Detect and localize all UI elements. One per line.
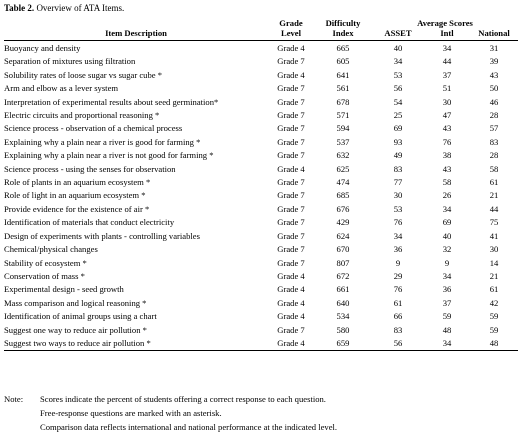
table-row (4, 136, 518, 149)
header-difficulty-bottom: Index (332, 28, 354, 38)
table-notes (4, 392, 337, 434)
cell-national: 42 (489, 297, 499, 308)
cell-description: Interpretation of experimental results about seed germination* (4, 96, 219, 107)
caption-text: Overview of ATA Items. (36, 3, 125, 13)
note-line-1 (4, 392, 337, 406)
cell-description: Provide evidence for the existence of air * (4, 203, 150, 214)
cell-national: 59 (489, 324, 499, 335)
cell-intl: 48 (442, 324, 452, 335)
header-intl: Intl (440, 28, 454, 38)
cell-description: Suggest two ways to reduce air pollution * (4, 337, 268, 351)
cell-intl: 69 (442, 217, 452, 228)
cell-national: 58 (489, 163, 499, 174)
table-body (4, 42, 518, 351)
cell-intl: 26 (442, 190, 452, 201)
cell-national: 61 (489, 177, 499, 188)
cell-difficulty: 624 (336, 230, 350, 241)
cell-difficulty: 672 (336, 270, 350, 281)
table-row (4, 243, 518, 256)
cell-intl: 37 (442, 69, 452, 80)
note-line-2: Free-response questions are marked with an asterisk. (40, 408, 222, 418)
cell-description: Electric circuits and proportional reasoning * (4, 110, 160, 121)
cell-grade: Grade 7 (277, 136, 305, 147)
cell-intl: 40 (442, 230, 452, 241)
cell-grade: Grade 4 (277, 163, 305, 174)
cell-intl: 34 (442, 43, 452, 53)
cell-description: Science process - observation of a chemical process (4, 123, 183, 134)
cell-national: 50 (489, 83, 499, 94)
table-row (4, 297, 518, 310)
header-asset: ASSET (384, 28, 412, 38)
cell-difficulty: 665 (336, 43, 350, 53)
cell-intl: 43 (442, 163, 452, 174)
header-grade-top: Grade (279, 18, 303, 28)
cell-intl: 34 (442, 203, 452, 214)
cell-grade: Grade 7 (277, 150, 305, 161)
cell-national: 31 (489, 43, 499, 53)
cell-difficulty: 670 (336, 244, 350, 255)
cell-difficulty: 429 (336, 217, 350, 228)
cell-grade: Grade 4 (277, 284, 305, 295)
cell-asset: 34 (393, 56, 403, 67)
cell-description: Explaining why a plain near a river is good for farming * (4, 136, 201, 147)
cell-national: 43 (489, 69, 499, 80)
header-national: National (478, 28, 510, 38)
cell-intl: 34 (442, 270, 452, 281)
cell-asset: 83 (393, 324, 403, 335)
cell-national: 28 (489, 110, 499, 121)
cell-asset: 49 (393, 150, 403, 161)
table-row (4, 230, 518, 243)
cell-asset: 76 (393, 284, 403, 295)
note-line-3: Comparison data reflects international and national performance at the indicated level. (40, 422, 338, 432)
header-grade-bottom: Level (280, 28, 302, 38)
caption-label: Table 2. (4, 3, 35, 13)
cell-difficulty: 678 (336, 96, 350, 107)
cell-intl: 38 (442, 150, 452, 161)
table-row (4, 324, 518, 337)
cell-grade: Grade 4 (277, 43, 305, 53)
cell-grade: Grade 7 (277, 217, 305, 228)
cell-grade: Grade 7 (277, 177, 305, 188)
cell-description: Stability of ecosystem * (4, 257, 87, 268)
cell-intl: 59 (442, 311, 452, 322)
cell-asset: 56 (372, 337, 424, 351)
cell-description: Suggest one way to reduce air pollution * (4, 324, 147, 335)
cell-national: 39 (489, 56, 499, 67)
cell-description: Role of light in an aquarium ecosystem * (4, 190, 146, 201)
note-text-1: Scores indicate the percent of students offering a correct response to each question. (40, 394, 326, 404)
cell-asset: 76 (393, 217, 403, 228)
table-caption (4, 3, 124, 13)
cell-grade: Grade 7 (277, 230, 305, 241)
table-row (4, 203, 518, 216)
cell-description: Buoyancy and density (4, 43, 81, 53)
cell-grade: Grade 7 (277, 244, 305, 255)
cell-asset: 25 (393, 110, 403, 121)
cell-difficulty: 605 (336, 56, 350, 67)
cell-description: Science process - using the senses for observation (4, 163, 176, 174)
cell-difficulty: 640 (336, 297, 350, 308)
cell-intl: 43 (442, 123, 452, 134)
cell-description: Design of experiments with plants - controlling variables (4, 230, 200, 241)
cell-national: 21 (489, 270, 499, 281)
cell-grade: Grade 7 (277, 56, 305, 67)
cell-national: 14 (489, 257, 499, 268)
cell-grade: Grade 7 (277, 190, 305, 201)
cell-intl: 36 (442, 284, 452, 295)
cell-intl: 76 (442, 136, 452, 147)
cell-description: Separation of mixtures using filtration (4, 56, 136, 67)
table-row (4, 82, 518, 95)
table-row (4, 216, 518, 229)
cell-national: 83 (489, 136, 499, 147)
cell-intl: 34 (424, 337, 470, 351)
cell-asset: 69 (393, 123, 403, 134)
cell-asset: 93 (393, 136, 403, 147)
cell-description: Experimental design - seed growth (4, 284, 124, 295)
cell-difficulty: 676 (336, 203, 350, 214)
cell-description: Arm and elbow as a lever system (4, 83, 119, 94)
table-row (4, 189, 518, 202)
cell-description: Role of plants in an aquarium ecosystem * (4, 177, 151, 188)
ata-items-table (4, 16, 518, 351)
header-blank (4, 16, 268, 28)
cell-difficulty: 641 (336, 69, 350, 80)
cell-difficulty: 594 (336, 123, 350, 134)
cell-asset: 56 (393, 83, 403, 94)
cell-national: 57 (489, 123, 499, 134)
cell-intl: 30 (442, 96, 452, 107)
cell-difficulty: 685 (336, 190, 350, 201)
cell-difficulty: 534 (336, 311, 350, 322)
cell-grade: Grade 4 (277, 69, 305, 80)
table-row (4, 283, 518, 296)
cell-asset: 29 (393, 270, 403, 281)
cell-asset: 34 (393, 230, 403, 241)
cell-asset: 77 (393, 177, 403, 188)
cell-national: 44 (489, 203, 499, 214)
cell-difficulty: 580 (336, 324, 350, 335)
cell-national: 59 (489, 311, 499, 322)
cell-difficulty: 625 (336, 163, 350, 174)
table-row (4, 109, 518, 122)
cell-grade: Grade 4 (268, 337, 314, 351)
table-row (4, 270, 518, 283)
cell-difficulty: 661 (336, 284, 350, 295)
table-row (4, 42, 518, 55)
cell-asset: 61 (393, 297, 403, 308)
cell-national: 30 (489, 244, 499, 255)
table-row (4, 176, 518, 189)
cell-national: 75 (489, 217, 499, 228)
cell-asset: 53 (393, 203, 403, 214)
cell-grade: Grade 7 (277, 203, 305, 214)
cell-national: 28 (489, 150, 499, 161)
cell-difficulty: 659 (314, 337, 372, 351)
cell-intl: 44 (442, 56, 452, 67)
cell-description: Solubility rates of loose sugar vs sugar cube * (4, 69, 163, 80)
cell-grade: Grade 4 (277, 270, 305, 281)
cell-grade: Grade 7 (277, 324, 305, 335)
cell-intl: 37 (442, 297, 452, 308)
cell-grade: Grade 7 (277, 123, 305, 134)
cell-intl: 58 (442, 177, 452, 188)
cell-grade: Grade 4 (277, 297, 305, 308)
cell-asset: 30 (393, 190, 403, 201)
cell-grade: Grade 7 (277, 96, 305, 107)
table-row (4, 96, 518, 109)
cell-asset: 40 (393, 43, 403, 53)
cell-asset: 36 (393, 244, 403, 255)
cell-difficulty: 571 (336, 110, 350, 121)
note-label: Note: (4, 394, 24, 404)
cell-description: Explaining why a plain near a river is not good for farming * (4, 150, 214, 161)
table-row (4, 122, 518, 135)
cell-grade: Grade 4 (277, 311, 305, 322)
cell-national: 21 (489, 190, 499, 201)
cell-description: Chemical/physical changes (4, 244, 98, 255)
table-row (4, 337, 518, 351)
cell-grade: Grade 7 (277, 257, 305, 268)
header-difficulty-top: Difficulty (325, 18, 361, 28)
cell-description: Identification of materials that conduct electricity (4, 217, 175, 228)
cell-difficulty: 561 (336, 83, 350, 94)
cell-asset: 66 (393, 311, 403, 322)
table-row (4, 69, 518, 82)
cell-intl: 47 (442, 110, 452, 121)
cell-asset: 53 (393, 69, 403, 80)
cell-grade: Grade 7 (277, 83, 305, 94)
cell-difficulty: 807 (336, 257, 350, 268)
table-row (4, 257, 518, 270)
cell-description: Mass comparison and logical reasoning * (4, 297, 147, 308)
cell-difficulty: 632 (336, 150, 350, 161)
cell-intl: 32 (442, 244, 452, 255)
cell-description: Identification of animal groups using a chart (4, 311, 157, 322)
cell-asset: 54 (393, 96, 403, 107)
cell-national: 41 (489, 230, 499, 241)
cell-difficulty: 474 (336, 177, 350, 188)
cell-asset: 83 (393, 163, 403, 174)
cell-national: 61 (489, 284, 499, 295)
table-row (4, 163, 518, 176)
table-row (4, 149, 518, 162)
cell-intl: 51 (442, 83, 452, 94)
header-item-description: Item Description (105, 28, 167, 38)
cell-asset: 9 (395, 257, 401, 268)
cell-national: 48 (470, 337, 518, 351)
cell-intl: 9 (444, 257, 450, 268)
table-row (4, 55, 518, 68)
cell-description: Conservation of mass * (4, 270, 85, 281)
cell-national: 46 (489, 96, 499, 107)
table-row (4, 310, 518, 323)
cell-grade: Grade 7 (277, 110, 305, 121)
cell-difficulty: 537 (336, 136, 350, 147)
header-average-scores: Average Scores (417, 18, 473, 28)
